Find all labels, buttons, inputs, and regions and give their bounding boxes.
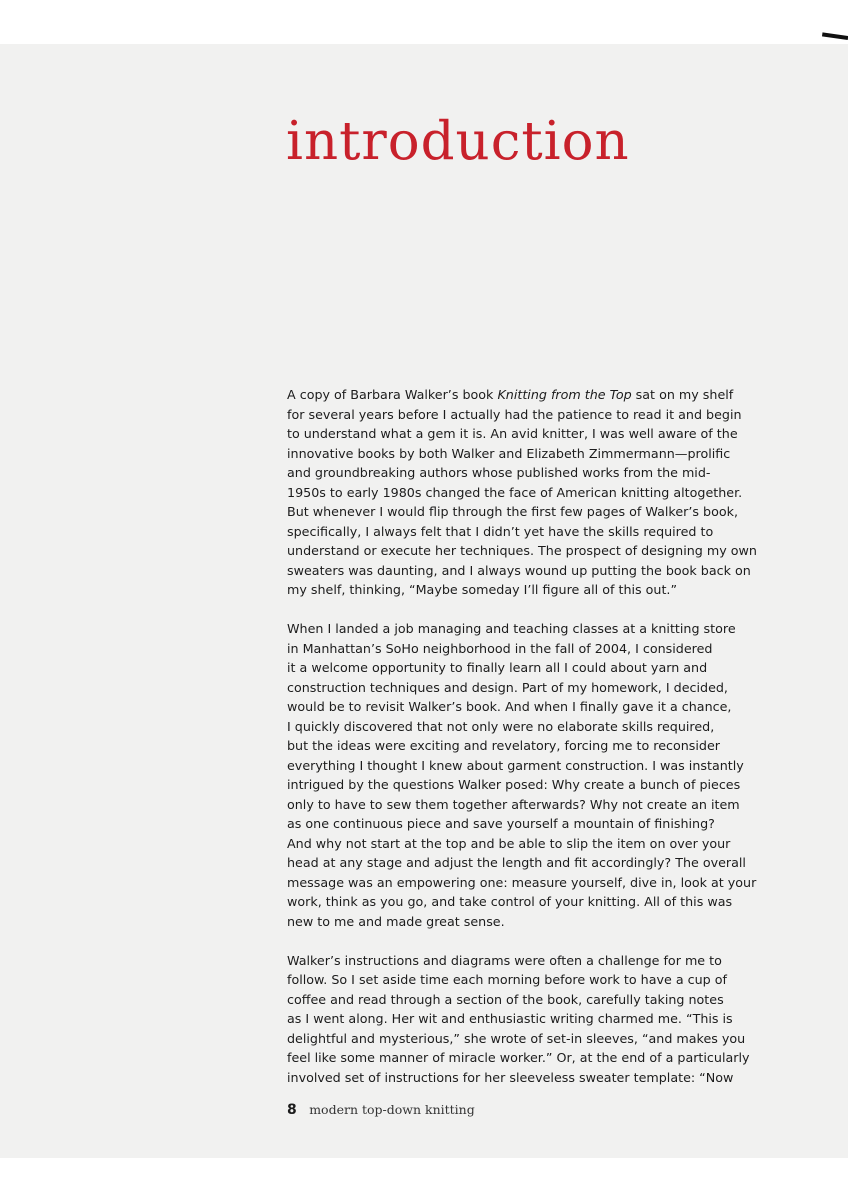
paragraph <box>287 951 807 1088</box>
text-line: Walker’s instructions and diagrams were often a challenge for me to <box>287 952 722 968</box>
text-line: new to me and made great sense. <box>287 913 505 929</box>
text-line: as I went along. Her wit and enthusiastic writing charmed me. “This is <box>287 1011 733 1026</box>
text-line: feel like some manner of miracle worker.” Or, at the end of a particularly <box>287 1050 750 1065</box>
text-line: to understand what a gem it is. An avid knitter, I was well aware of the <box>287 426 738 441</box>
text-line: delightful and mysterious,” she wrote of set-in sleeves, “and makes you <box>287 1030 746 1046</box>
text-line: involved set of instructions for her sleeveless sweater template: “Now <box>287 1069 734 1085</box>
text-line: my shelf, thinking, “Maybe someday I’ll figure all of this out.” <box>287 582 678 597</box>
running-title: modern top-down knitting <box>309 1102 475 1117</box>
text-line: for several years before I actually had the patience to read it and begin <box>287 406 742 422</box>
text-line: but the ideas were exciting and revelatory, forcing me to reconsider <box>287 738 720 753</box>
text-line: understand or execute her techniques. The prospect of designing my own <box>287 543 757 558</box>
text-line: sweaters was daunting, and I always wound up putting the book back on <box>287 562 751 578</box>
text-line: A copy of Barbara Walker’s book Knitting from the Top sat on my shelf <box>287 387 734 402</box>
text-line: in Manhattan’s SoHo neighborhood in the fall of 2004, I considered <box>287 640 713 656</box>
text-line: construction techniques and design. Part of my homework, I decided, <box>287 679 728 695</box>
text-line: I quickly discovered that not only were no elaborate skills required, <box>287 718 715 734</box>
scan-edge-mark <box>822 32 848 40</box>
text-line: And why not start at the top and be able to slip the item on over your <box>287 835 731 851</box>
text-line: When I landed a job managing and teaching classes at a knitting store <box>287 621 736 636</box>
chapter-title: introduction <box>286 111 630 172</box>
text-line: intrigued by the questions Walker posed: Why create a bunch of pieces <box>287 777 741 792</box>
text-line: specifically, I always felt that I didn’t yet have the skills required to <box>287 523 714 539</box>
text-line: work, think as you go, and take control of your knitting. All of this was <box>287 894 733 909</box>
text-line: would be to revisit Walker’s book. And when I finally gave it a chance, <box>287 699 732 714</box>
text-line: innovative books by both Walker and Elizabeth Zimmermann—prolific <box>287 445 731 461</box>
text-line: everything I thought I knew about garment construction. I was instantly <box>287 757 744 773</box>
paragraph-gap <box>287 931 807 951</box>
text-line: But whenever I would flip through the first few pages of Walker’s book, <box>287 504 738 519</box>
text-line: and groundbreaking authors whose published works from the mid- <box>287 465 711 480</box>
paragraph <box>287 619 807 931</box>
text-line: it a welcome opportunity to finally learn all I could about yarn and <box>287 660 708 675</box>
paragraph-gap <box>287 600 807 620</box>
text-line: message was an empowering one: measure yourself, dive in, look at your <box>287 874 757 890</box>
text-line: coffee and read through a section of the book, carefully taking notes <box>287 991 724 1007</box>
paragraph <box>287 385 807 600</box>
text-line: only to have to sew them together afterwards? Why not create an item <box>287 796 740 812</box>
text-line: follow. So I set aside time each morning before work to have a cup of <box>287 972 727 987</box>
text-line: head at any stage and adjust the length and fit accordingly? The overall <box>287 855 746 870</box>
text-line: as one continuous piece and save yourself a mountain of finishing? <box>287 816 715 831</box>
body-text <box>287 385 807 1087</box>
page-number: 8 <box>287 1102 297 1118</box>
page-footer <box>287 1102 475 1118</box>
book-title-italic: Knitting from the Top <box>497 387 632 402</box>
text-line: 1950s to early 1980s changed the face of American knitting altogether. <box>287 484 743 500</box>
